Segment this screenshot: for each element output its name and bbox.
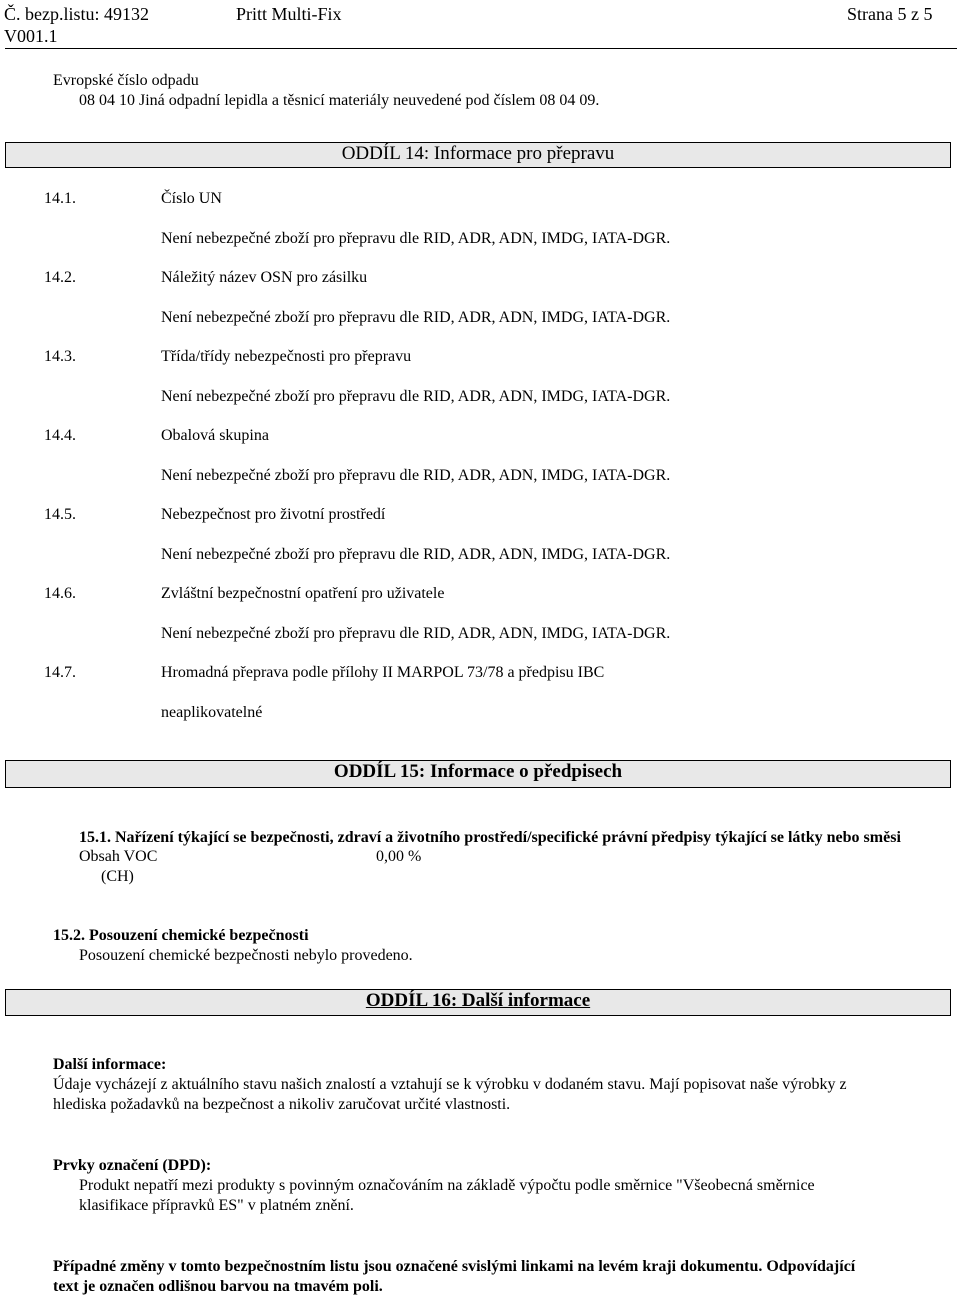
item-14-7-number: 14.7. [44,664,76,681]
section-15-heading [5,760,951,788]
dpd-label: Prvky označení (DPD): [53,1157,212,1174]
section-15-title: ODDÍL 15: Informace o předpisech [333,761,623,782]
waste-code-label: Evropské číslo odpadu [53,72,199,89]
voc-country: (CH) [101,868,134,885]
item-14-5-title: Nebezpečnost pro životní prostředí [161,506,386,523]
item-14-5-number: 14.5. [44,506,76,523]
section-16-title: ODDÍL 16: Další informace [365,990,591,1011]
section-15-1-title: 15.1. Nařízení týkající se bezpečnosti, zdraví a životního prostředí/specifické právní předpisy týkající se látky nebo směsi [79,829,901,846]
dpd-line-1: Produkt nepatří mezi produkty s povinným označováním na základě výpočtu podle směrnice "Všeobecná směrnice [79,1177,815,1194]
item-14-6-number: 14.6. [44,585,76,602]
item-14-7-title: Hromadná přeprava podle přílohy II MARPOL 73/78 a předpisu IBC [161,664,605,681]
waste-code-text: 08 04 10 Jiná odpadní lepidla a těsnicí materiály neuvedené pod číslem 08 04 09. [79,92,600,109]
page-number: Strana 5 z 5 [847,4,933,24]
section-16-heading [5,989,951,1016]
item-14-4-text: Není nebezpečné zboží pro přepravu dle RID, ADR, ADN, IMDG, IATA-DGR. [161,467,671,484]
further-info-line-1: Údaje vycházejí z aktuálního stavu našich znalostí a vztahují se k výrobku v dodaném stavu. Mají popisovat naše výrobky z [53,1076,847,1093]
item-14-4-number: 14.4. [44,427,76,444]
further-info-line-2: hlediska požadavků na bezpečnost a nikoliv zaručovat určité vlastnosti. [53,1096,511,1113]
section-15-2-title: 15.2. Posouzení chemické bezpečnosti [53,927,309,944]
voc-value: 0,00 % [376,848,422,865]
item-14-5-text: Není nebezpečné zboží pro přepravu dle RID, ADR, ADN, IMDG, IATA-DGR. [161,546,671,563]
changes-note-line-2: text je označen odlišnou barvou na tmavém poli. [53,1278,383,1295]
changes-note-line-1: Případné změny v tomto bezpečnostním listu jsou označené svislými linkami na levém kraji dokumentu. Odpovídající [53,1258,856,1275]
document-number: Č. bezp.listu: 49132 [4,4,149,24]
item-14-2-text: Není nebezpečné zboží pro přepravu dle RID, ADR, ADN, IMDG, IATA-DGR. [161,309,671,326]
item-14-3-number: 14.3. [44,348,76,365]
item-14-3-title: Třída/třídy nebezpečnosti pro přepravu [161,348,412,365]
item-14-1-title: Číslo UN [161,190,222,207]
item-14-4-title: Obalová skupina [161,427,269,444]
voc-label: Obsah VOC [79,848,158,865]
further-info-label: Další informace: [53,1056,167,1073]
section-15-2-text: Posouzení chemické bezpečnosti nebylo provedeno. [79,947,413,964]
item-14-6-text: Není nebezpečné zboží pro přepravu dle RID, ADR, ADN, IMDG, IATA-DGR. [161,625,671,642]
item-14-1-number: 14.1. [44,190,76,207]
item-14-3-text: Není nebezpečné zboží pro přepravu dle RID, ADR, ADN, IMDG, IATA-DGR. [161,388,671,405]
item-14-2-number: 14.2. [44,269,76,286]
item-14-6-title: Zvláštní bezpečnostní opatření pro uživatele [161,585,445,602]
item-14-2-title: Náležitý název OSN pro zásilku [161,269,368,286]
document-version: V001.1 [4,26,58,46]
dpd-line-2: klasifikace přípravků ES" v platném znění. [79,1197,354,1214]
product-name: Pritt Multi-Fix [236,4,342,24]
header-rule [5,48,957,49]
section-14-title: ODDÍL 14: Informace pro přepravu [341,143,615,164]
item-14-1-text: Není nebezpečné zboží pro přepravu dle RID, ADR, ADN, IMDG, IATA-DGR. [161,230,671,247]
item-14-7-text: neaplikovatelné [161,704,263,721]
section-14-heading [5,142,951,168]
